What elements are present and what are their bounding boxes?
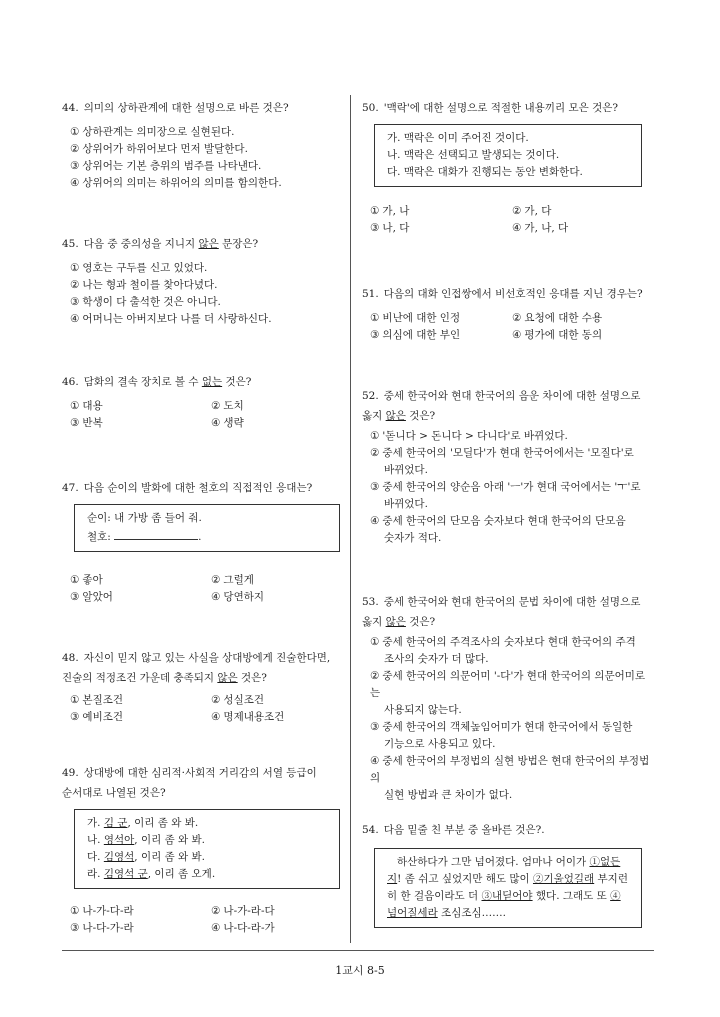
option-mark: ④ (512, 222, 522, 234)
option-text: 본질조건 (82, 694, 123, 706)
option-text: 가, 나, 다 (524, 222, 569, 234)
option-mark: ① (70, 262, 80, 274)
question-text: 것은? (405, 410, 436, 422)
question-number: 45. (62, 238, 79, 250)
underlined-word: 않은 (198, 238, 219, 250)
underlined-word: 없는 (201, 376, 223, 388)
option-3[interactable] (70, 589, 211, 606)
option-1[interactable] (62, 260, 352, 277)
option-mark: ③ (70, 922, 80, 934)
option-text: 도치 (223, 400, 244, 412)
statement-line: 나. 맥락은 선택되고 발생되는 것이다. (387, 149, 560, 161)
option-mark: ④ (512, 329, 522, 341)
option-text: 의심에 대한 부인 (382, 329, 461, 341)
statement-box (374, 124, 642, 187)
option-text: 그럴게 (223, 574, 254, 586)
option-text: 알았어 (82, 591, 113, 603)
option-text-cont: 바뀌었다. (384, 498, 428, 510)
item-label: 가. (87, 817, 104, 829)
dialog-line (87, 832, 327, 849)
option-3[interactable] (362, 479, 654, 513)
question-stem (362, 284, 654, 304)
option-mark: ② (211, 574, 221, 586)
question-text: 다음 순이의 발화에 대한 철호의 직접적인 응대는? (83, 482, 313, 494)
option-mark: ① (370, 205, 380, 217)
option-mark: ③ (70, 296, 80, 308)
option-text: 중세 한국어의 주격조사의 숫자보다 현대 한국어의 주격 (382, 636, 636, 648)
period: . (198, 531, 202, 543)
option-1[interactable] (370, 310, 512, 327)
option-mark: ② (70, 143, 80, 155)
question-text: 다음 밑줄 친 부분 중 올바른 것은?. (383, 824, 545, 836)
question-text: 중세 한국어와 현대 한국어의 문법 차이에 대한 설명으로 (383, 596, 641, 608)
option-mark: ① (70, 905, 80, 917)
dialog-text: , 이리 좀 와 봐. (134, 834, 206, 846)
question-53 (362, 592, 654, 804)
underlined-choice-1[interactable]: ①없든지 (387, 856, 621, 885)
option-4[interactable] (211, 920, 352, 937)
question-text: 것은? (222, 376, 252, 388)
option-mark: ① (370, 312, 380, 324)
option-1[interactable] (62, 124, 352, 141)
item-label: 나. (87, 834, 104, 846)
question-stem-cont (362, 612, 654, 632)
option-1[interactable] (362, 428, 654, 445)
question-44 (62, 98, 352, 192)
option-4[interactable] (512, 220, 654, 237)
option-mark: ② (512, 205, 522, 217)
option-2[interactable] (211, 398, 352, 415)
option-mark: ④ (370, 755, 380, 767)
option-mark: ④ (370, 515, 380, 527)
option-3[interactable] (362, 719, 654, 753)
option-mark: ③ (370, 222, 380, 234)
option-mark: ① (370, 636, 380, 648)
option-mark: ① (70, 694, 80, 706)
dialog-text: , 이리 좀 와 봐. (127, 817, 199, 829)
option-4[interactable] (211, 415, 352, 432)
option-text: 가, 나 (382, 205, 410, 217)
question-text: 담화의 결속 장치로 볼 수 (83, 376, 202, 388)
dialog-line (87, 527, 327, 546)
question-number: 52. (362, 390, 379, 402)
question-48 (62, 648, 352, 726)
question-stem (62, 763, 352, 783)
option-3[interactable] (70, 709, 211, 726)
option-mark: ④ (70, 313, 80, 325)
option-text: 평가에 대한 동의 (524, 329, 603, 341)
option-text: 중세 한국어의 객체높임어미가 현대 한국어에서 동일한 (382, 721, 633, 733)
option-text: 나-가-다-라 (82, 905, 134, 917)
underlined-word: 김 군 (103, 817, 128, 829)
option-1[interactable] (70, 692, 211, 709)
option-text: 예비조건 (82, 711, 123, 723)
question-stem-cont (62, 783, 352, 803)
option-text: 영호는 구두를 신고 있었다. (82, 262, 208, 274)
option-text: 상위어의 의미는 하위어의 의미를 함의한다. (82, 177, 282, 189)
option-text: 어머니는 아버지보다 나를 더 사랑하신다. (82, 313, 272, 325)
dialog-text: , 이리 좀 와 봐. (134, 851, 206, 863)
question-text: 순서대로 나열된 것은? (62, 787, 166, 799)
option-text: 반복 (82, 417, 103, 429)
question-text: 진술의 적정조건 가운데 충족되지 (62, 672, 218, 684)
option-2[interactable] (512, 203, 654, 220)
option-text: 나-다-가-라 (82, 922, 134, 934)
question-number: 54. (362, 824, 379, 836)
option-3[interactable] (70, 415, 211, 432)
option-mark: ③ (70, 591, 80, 603)
option-text: 중세 한국어의 부정법의 실현 방법은 현대 한국어의 부정법의 (370, 755, 650, 784)
option-text: 상위어가 하위어보다 먼저 발달한다. (82, 143, 248, 155)
question-number: 50. (362, 102, 379, 114)
option-mark: ③ (70, 417, 80, 429)
question-45 (62, 234, 352, 328)
option-text-cont: 기능으로 사용되고 있다. (384, 738, 496, 750)
question-text: 다음 중 중의성을 지니지 (83, 238, 199, 250)
option-mark: ① (70, 126, 80, 138)
option-1[interactable] (70, 903, 211, 920)
option-mark: ④ (211, 922, 221, 934)
underlined-choice-3[interactable]: ③내딛어야 (481, 890, 533, 902)
option-text-cont: 사용되지 않는다. (384, 704, 462, 716)
option-mark: ① (370, 430, 380, 442)
option-mark: ② (512, 312, 522, 324)
option-text-cont: 숫자가 적다. (384, 532, 442, 544)
option-2[interactable] (62, 141, 352, 158)
question-stem (362, 820, 654, 840)
option-mark: ④ (211, 591, 221, 603)
option-text: 나-가-라-다 (223, 905, 275, 917)
passage-text: 부지런히 한 걸음이라도 더 (387, 873, 628, 902)
underlined-word: 않은 (385, 616, 406, 628)
option-3[interactable] (62, 294, 352, 311)
option-4[interactable] (62, 311, 352, 328)
page-footer: 1교시 8-5 (335, 964, 385, 977)
option-text-cont: 실현 방법과 큰 차이가 없다. (384, 789, 513, 801)
question-stem (62, 98, 352, 118)
question-stem (62, 234, 352, 254)
option-mark: ④ (211, 417, 221, 429)
underlined-choice-2[interactable]: ②기울었길래 (532, 873, 595, 885)
option-1[interactable] (370, 203, 512, 220)
option-2[interactable] (362, 668, 654, 719)
option-text: 학생이 다 출석한 것은 아니다. (82, 296, 221, 308)
item-label: 라. (87, 868, 104, 880)
underlined-word: 김영석 (103, 851, 135, 863)
speaker-label: 철호: (87, 531, 115, 543)
question-number: 48. (62, 652, 79, 664)
passage-box (374, 848, 642, 928)
underlined-word: 영석아 (103, 834, 135, 846)
option-mark: ② (211, 400, 221, 412)
question-stem (62, 648, 352, 668)
question-stem (362, 98, 654, 118)
question-text: 의미의 상하관계에 대한 설명으로 바른 것은? (83, 102, 289, 114)
option-text: 명제내용조건 (223, 711, 285, 723)
question-stem (362, 592, 654, 612)
option-2[interactable] (211, 692, 352, 709)
question-stem (62, 478, 352, 498)
underlined-word: 않은 (217, 672, 238, 684)
question-stem (362, 386, 654, 406)
question-number: 46. (62, 376, 79, 388)
option-1[interactable] (362, 634, 654, 668)
passage-text: 조심조심……. (437, 907, 506, 919)
question-text: 것은? (237, 672, 267, 684)
option-3[interactable] (370, 327, 512, 344)
option-3[interactable] (70, 920, 211, 937)
option-text: 생략 (223, 417, 244, 429)
option-text: 나는 형과 철이를 찾아다녔다. (82, 279, 218, 291)
option-text: 상하관계는 의미장으로 실현된다. (82, 126, 235, 138)
option-mark: ① (70, 574, 80, 586)
option-4[interactable] (211, 589, 352, 606)
option-mark: ① (70, 400, 80, 412)
question-54 (362, 820, 654, 944)
option-2[interactable] (62, 277, 352, 294)
dialog-line (87, 866, 327, 883)
option-mark: ③ (70, 711, 80, 723)
question-text: 다음의 대화 인접쌍에서 비선호적인 응대를 지닌 경우는? (383, 288, 643, 300)
passage-text: 했다. 그래도 또 (532, 890, 611, 902)
option-text: '돋니다 > 돈니다 > 다니다'로 바뀌었다. (382, 430, 568, 442)
option-mark: ④ (211, 711, 221, 723)
option-2[interactable] (211, 903, 352, 920)
option-4[interactable] (362, 753, 654, 804)
column-divider (350, 95, 351, 943)
option-4[interactable] (362, 513, 654, 547)
option-mark: ③ (370, 329, 380, 341)
option-1[interactable] (70, 398, 211, 415)
option-text: 상위어는 기본 층위의 범주를 나타낸다. (82, 160, 262, 172)
footer-rule (62, 950, 654, 951)
option-text: 요청에 대한 수용 (524, 312, 603, 324)
dialog-box (74, 504, 340, 552)
question-47 (62, 478, 352, 606)
question-49 (62, 763, 352, 937)
question-text: 자신이 믿지 않고 있는 사실을 상대방에게 진술한다면, (83, 652, 331, 664)
question-number: 51. (362, 288, 379, 300)
question-stem (62, 372, 352, 392)
option-mark: ③ (370, 481, 380, 493)
statement-line: 다. 맥락은 대화가 진행되는 동안 변화한다. (387, 166, 583, 178)
question-stem-cont (362, 406, 654, 426)
question-text: 옳지 (362, 616, 386, 628)
option-mark: ③ (70, 160, 80, 172)
option-text: 성실조건 (223, 694, 264, 706)
option-1[interactable] (70, 572, 211, 589)
option-text: 나-다-라-가 (223, 922, 275, 934)
question-52 (362, 386, 654, 547)
option-text: 가, 다 (524, 205, 552, 217)
option-mark: ② (370, 670, 380, 682)
option-2[interactable] (512, 310, 654, 327)
option-mark: ② (370, 447, 380, 459)
option-text-cont: 조사의 숫자가 더 많다. (384, 653, 489, 665)
option-3[interactable] (62, 158, 352, 175)
option-text: 좋아 (82, 574, 103, 586)
option-text: 대용 (82, 400, 103, 412)
option-2[interactable] (211, 572, 352, 589)
dialog-line: 순이: 내 가방 좀 들어 줘. (87, 512, 202, 524)
option-text: 당연하지 (223, 591, 264, 603)
option-text: 중세 한국어의 의문어미 '-다'가 현대 한국어의 의문어미로는 (370, 670, 646, 699)
option-3[interactable] (370, 220, 512, 237)
option-4[interactable] (211, 709, 352, 726)
option-text: 나, 다 (382, 222, 410, 234)
dialog-line (87, 849, 327, 866)
question-number: 44. (62, 102, 79, 114)
passage-text: ! 좀 쉬고 싶었지만 해도 많이 (397, 873, 533, 885)
dialog-text: , 이리 좀 오게. (147, 868, 216, 880)
question-51 (362, 284, 654, 344)
item-label: 다. (87, 851, 104, 863)
question-text: 옳지 (362, 410, 386, 422)
question-text: 문장은? (218, 238, 259, 250)
option-text-cont: 바뀌었다. (384, 464, 428, 476)
option-mark: ② (70, 279, 80, 291)
option-mark: ② (211, 694, 221, 706)
option-mark: ④ (70, 177, 80, 189)
question-text: 상대방에 대한 심리적·사회적 거리감의 서열 등급이 (83, 767, 317, 779)
answer-blank (114, 527, 198, 540)
option-text: 중세 한국어의 양순음 아래 'ㅡ'가 현대 국어에서는 'ㅜ'로 (382, 481, 641, 493)
question-stem-cont (62, 668, 352, 688)
question-50 (362, 98, 654, 237)
question-number: 53. (362, 596, 379, 608)
option-4[interactable] (512, 327, 654, 344)
option-text: 중세 한국어의 '모딜다'가 현대 한국어에서는 '모질다'로 (382, 447, 634, 459)
question-text: '맥락'에 대한 설명으로 적절한 내용끼리 모은 것은? (383, 102, 618, 114)
option-text: 비난에 대한 인정 (382, 312, 461, 324)
option-mark: ③ (370, 721, 380, 733)
passage-text: 하산하다가 그만 넘어졌다. 엄마나 어이가 (397, 856, 590, 868)
statement-line: 가. 맥락은 이미 주어진 것이다. (387, 132, 529, 144)
underlined-word: 않은 (385, 410, 406, 422)
option-mark: ② (211, 905, 221, 917)
dialog-box (74, 809, 340, 889)
question-number: 49. (62, 767, 79, 779)
option-2[interactable] (362, 445, 654, 479)
option-text: 중세 한국어의 단모음 숫자보다 현대 한국어의 단모음 (382, 515, 626, 527)
option-4[interactable] (62, 175, 352, 192)
question-number: 47. (62, 482, 79, 494)
underlined-choice-4[interactable]: ④넘어질세라 (387, 890, 621, 919)
question-46 (62, 372, 352, 432)
underlined-word: 김영석 군 (103, 868, 148, 880)
dialog-line (87, 815, 327, 832)
question-text: 중세 한국어와 현대 한국어의 음운 차이에 대한 설명으로 (383, 390, 641, 402)
question-text: 것은? (405, 616, 436, 628)
